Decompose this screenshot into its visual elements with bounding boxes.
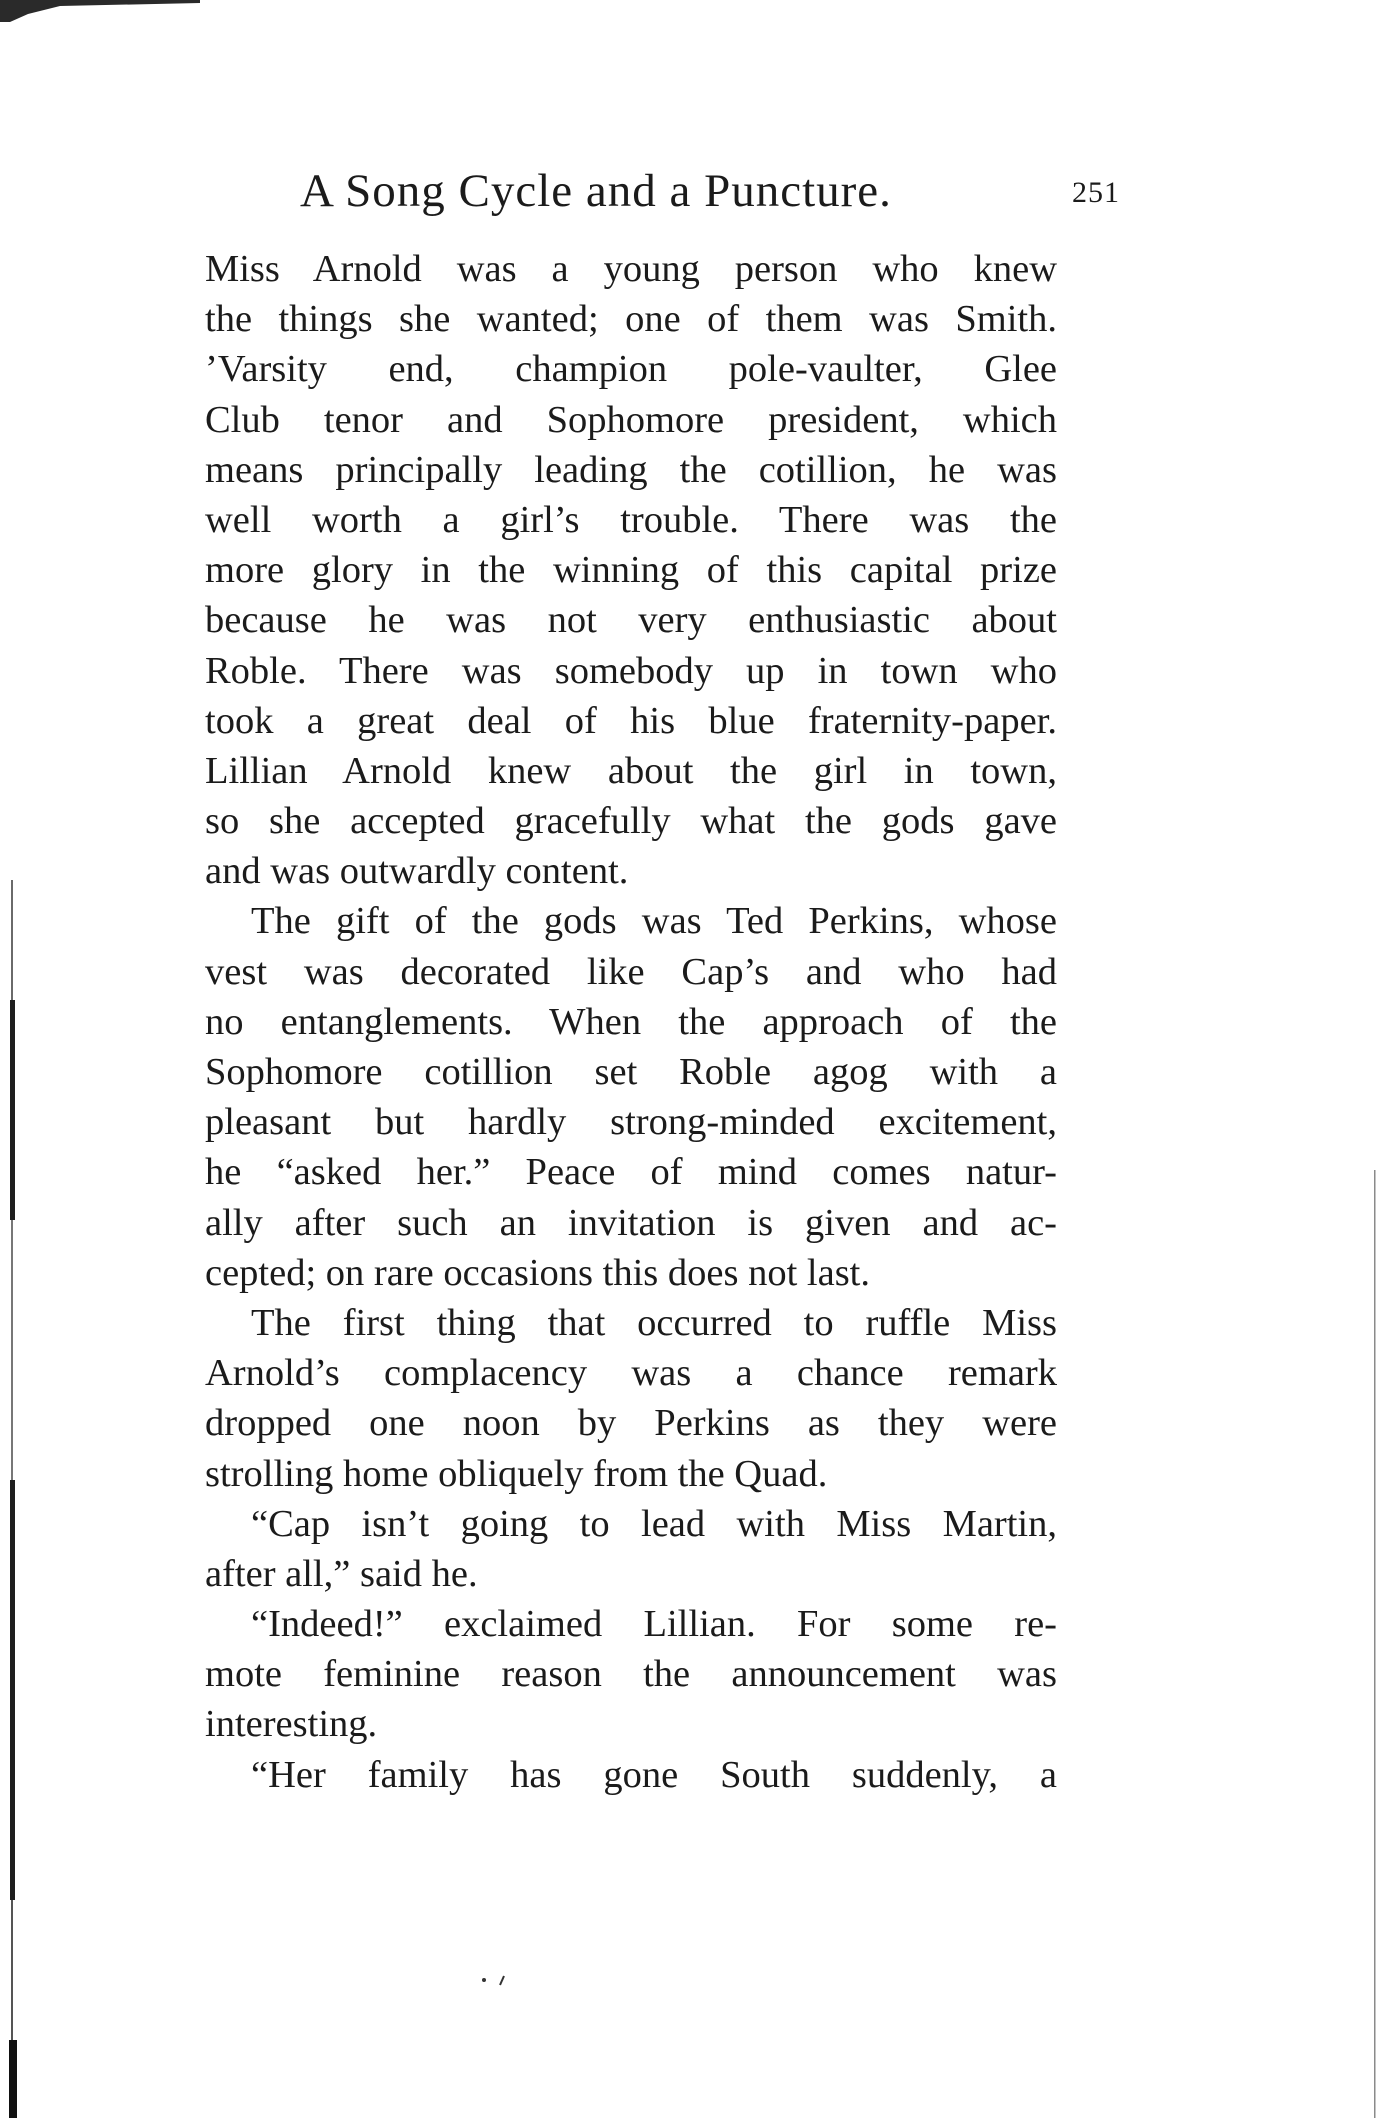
text-line: means principally leading the cotillion, he was <box>205 448 1057 491</box>
text-line: cepted; on rare occasions this does not last. <box>205 1251 871 1294</box>
text-line: so she accepted gracefully what the gods gave <box>205 800 1057 843</box>
ink-specks <box>474 1970 534 1990</box>
scan-right-edge-artifact <box>1372 1170 1378 2118</box>
text-line: interesting. <box>205 1703 378 1746</box>
text-line: The first thing that occurred to ruffle Miss <box>251 1301 1057 1344</box>
text-line: Roble. There was somebody up in town who <box>205 649 1057 692</box>
text-line: pleasant but hardly strong-minded excitement, <box>205 1101 1057 1144</box>
text-line: more glory in the winning of this capital prize <box>205 549 1057 592</box>
text-line: Arnold’s complacency was a chance remark <box>205 1352 1057 1395</box>
text-line: “Indeed!” exclaimed Lillian. For some re- <box>251 1603 1057 1646</box>
body-text <box>205 244 1057 1800</box>
text-line: Lillian Arnold knew about the girl in town, <box>205 749 1057 792</box>
text-line: took a great deal of his blue fraternity-paper. <box>205 699 1057 742</box>
text-line: no entanglements. When the approach of the <box>205 1000 1057 1043</box>
text-line: ally after such an invitation is given and ac- <box>205 1201 1057 1244</box>
scan-left-edge-artifact <box>8 880 18 2118</box>
text-line: after all,” said he. <box>205 1552 478 1595</box>
text-line: the things she wanted; one of them was Smith. <box>205 298 1057 341</box>
chapter-title: A Song Cycle and a Puncture. <box>300 165 892 217</box>
scan-corner-mark <box>0 0 200 22</box>
text-line: well worth a girl’s trouble. There was the <box>205 498 1057 541</box>
text-line: ’Varsity end, champion pole-vaulter, Glee <box>205 348 1057 391</box>
text-line: The gift of the gods was Ted Perkins, whose <box>251 900 1057 943</box>
text-line: Sophomore cotillion set Roble agog with a <box>205 1051 1057 1093</box>
text-line: “Her family has gone South suddenly, a <box>251 1753 1057 1796</box>
text-line: dropped one noon by Perkins as they were <box>205 1402 1057 1445</box>
text-line: he “asked her.” Peace of mind comes natur- <box>205 1151 1057 1194</box>
text-line: vest was decorated like Cap’s and who had <box>205 950 1057 993</box>
text-line: mote feminine reason the announcement was <box>205 1653 1057 1696</box>
page-number: 251 <box>1072 176 1120 209</box>
text-line: Miss Arnold was a young person who knew <box>205 248 1057 290</box>
text-line: strolling home obliquely from the Quad. <box>205 1452 828 1495</box>
text-line: because he was not very enthusiastic about <box>205 599 1057 642</box>
text-line: and was outwardly content. <box>205 850 629 893</box>
text-line: Club tenor and Sophomore president, which <box>205 398 1057 441</box>
text-line: “Cap isn’t going to lead with Miss Martin, <box>251 1502 1057 1545</box>
running-header <box>300 164 1120 224</box>
